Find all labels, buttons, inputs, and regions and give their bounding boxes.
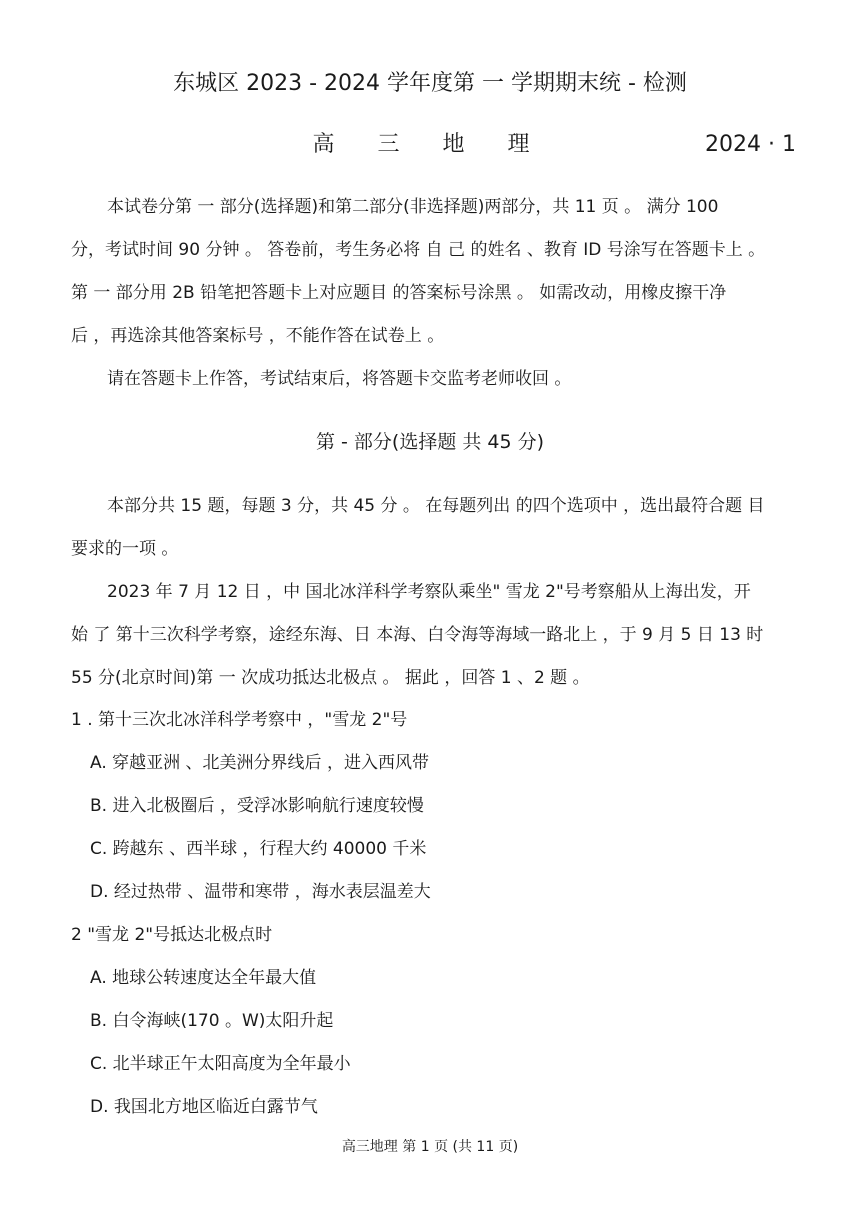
instruction-line: 请在答题卡上作答，考试结束后，将答题卡交监考老师收回 。 bbox=[107, 369, 572, 389]
instruction-line: 本试卷分第 一 部分(选择题)和第二部分(非选择题)两部分，共 11 页 。 满分 100 bbox=[107, 197, 719, 217]
exam-subject: 高 三 地 理 bbox=[312, 132, 548, 157]
question-option: B. 进入北极圈后 ，受浮冰影响航行速度较慢 bbox=[90, 796, 424, 816]
passage-line: 2023 年 7 月 12 日 ，中 国北冰洋科学考察队乘坐" 雪龙 2"号考察船从上海出发，开 bbox=[107, 582, 751, 602]
section-title: 第 - 部分(选择题 共 45 分) bbox=[315, 431, 545, 453]
exam-date: 2024 · 1 bbox=[705, 132, 796, 157]
passage-line: 始 了 第十三次科学考察，途经东海、日 本海、白令海等海域一路北上 ，于 9 月 5 日 13 时 bbox=[71, 625, 764, 645]
question-option: C. 北半球正午太阳高度为全年最小 bbox=[90, 1054, 351, 1074]
section-intro-line: 要求的一项 。 bbox=[71, 539, 179, 559]
page-footer: 高三地理 第 1 页 (共 11 页) bbox=[341, 1139, 519, 1155]
question-stem: 2 "雪龙 2"号抵达北极点时 bbox=[71, 925, 273, 945]
instruction-line: 分，考试时间 90 分钟 。 答卷前，考生务必将 自 己 的姓名 、教育 ID 号涂写在答题卡上 。 bbox=[71, 240, 766, 260]
question-stem: 1 . 第十三次北冰洋科学考察中 ，"雪龙 2"号 bbox=[71, 710, 408, 730]
question-option: B. 白令海峡(170 。W)太阳升起 bbox=[90, 1011, 334, 1031]
question-option: D. 我国北方地区临近白露节气 bbox=[90, 1097, 318, 1117]
exam-title: 东城区 2023 - 2024 学年度第 一 学期期末统 - 检测 bbox=[173, 71, 687, 96]
instruction-line: 后 ，再选涂其他答案标号 ，不能作答在试卷上 。 bbox=[71, 326, 445, 346]
instruction-line: 第 一 部分用 2B 铅笔把答题卡上对应题目 的答案标号涂黑 。 如需改动，用橡皮擦干净 bbox=[71, 283, 727, 303]
question-option: C. 跨越东 、西半球 ，行程大约 40000 千米 bbox=[90, 839, 427, 859]
section-intro-line: 本部分共 15 题，每题 3 分，共 45 分 。 在每题列出 的四个选项中 ，选出最符合题 目 bbox=[107, 496, 765, 516]
passage-line: 55 分(北京时间)第 一 次成功抵达北极点 。 据此 ，回答 1 、2 题 。 bbox=[71, 668, 590, 688]
question-option: A. 地球公转速度达全年最大值 bbox=[90, 968, 317, 988]
question-option: A. 穿越亚洲 、北美洲分界线后 ，进入西风带 bbox=[90, 753, 429, 773]
question-option: D. 经过热带 、温带和寒带 ，海水表层温差大 bbox=[90, 882, 431, 902]
